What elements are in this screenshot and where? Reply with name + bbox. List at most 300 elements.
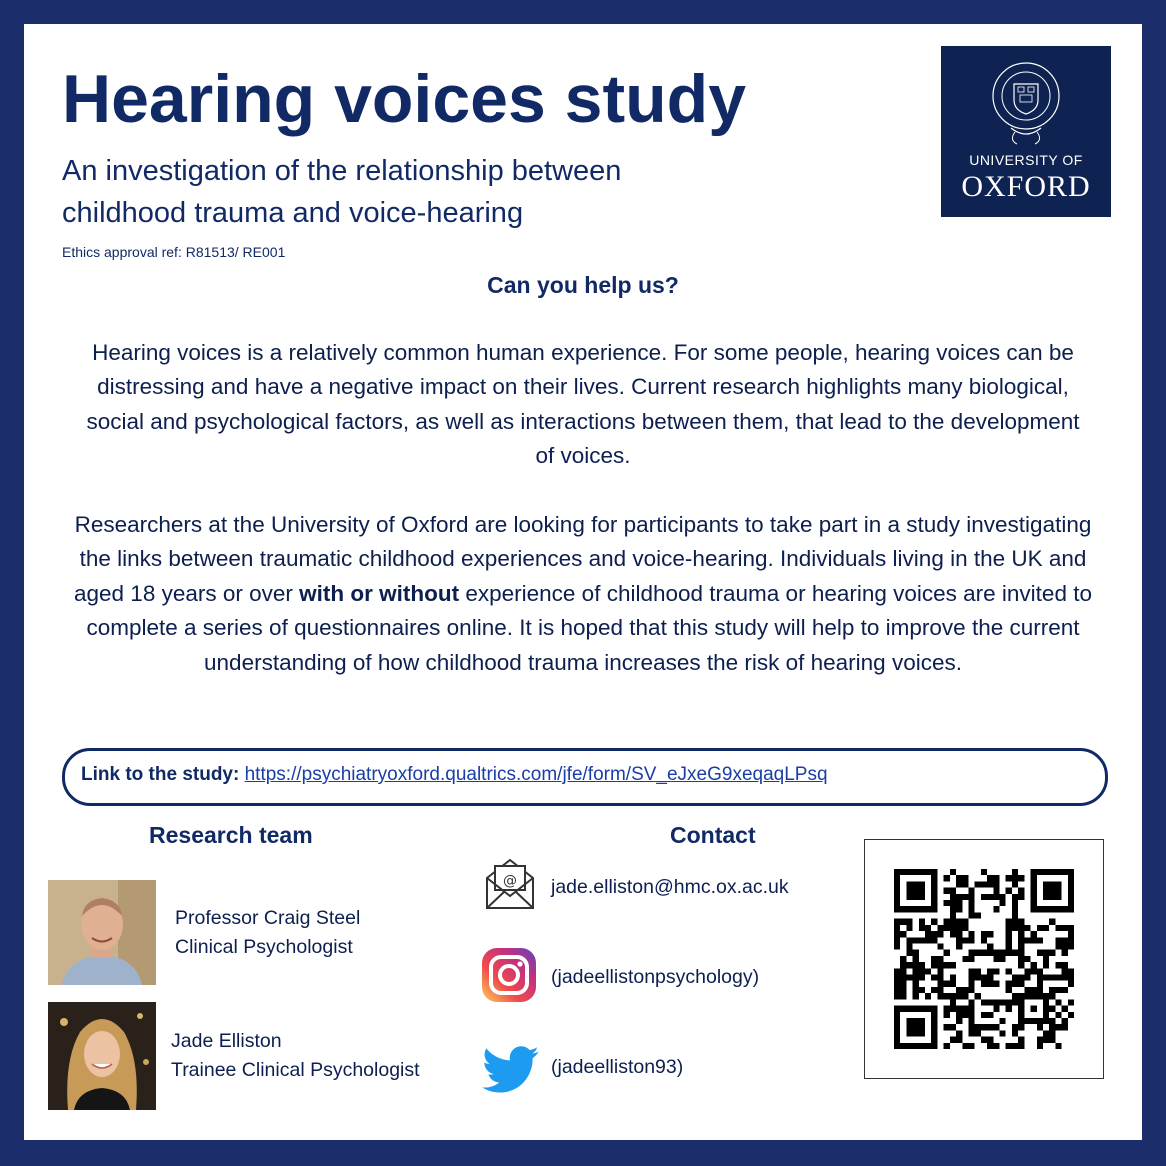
qr-module xyxy=(1018,1043,1024,1049)
qr-module xyxy=(1062,1018,1068,1024)
subtitle-line-1: An investigation of the relationship between xyxy=(62,155,622,187)
qr-module xyxy=(919,937,925,943)
qr-module xyxy=(944,993,950,999)
svg-text:@: @ xyxy=(503,873,517,889)
qr-module xyxy=(1055,925,1061,931)
qr-module xyxy=(1012,999,1018,1005)
qr-module xyxy=(981,931,987,937)
qr-module xyxy=(1062,937,1068,943)
qr-module xyxy=(962,919,968,925)
qr-module xyxy=(962,925,968,931)
qr-module xyxy=(987,981,993,987)
qr-module xyxy=(987,1043,993,1049)
qr-module xyxy=(1018,925,1024,931)
contact-email[interactable]: jade.elliston@hmc.ox.ac.uk xyxy=(551,876,789,898)
member-1-name: Professor Craig Steel xyxy=(175,907,361,929)
qr-module xyxy=(913,987,919,993)
qr-module xyxy=(937,931,943,937)
qr-module xyxy=(950,975,956,981)
qr-module xyxy=(1055,1043,1061,1049)
qr-module xyxy=(950,1037,956,1043)
qr-module xyxy=(1018,981,1024,987)
qr-module xyxy=(1012,993,1018,999)
qr-module xyxy=(987,931,993,937)
qr-module xyxy=(1018,950,1024,956)
qr-module xyxy=(975,1030,981,1036)
qr-module xyxy=(956,1030,962,1036)
qr-module xyxy=(987,968,993,974)
qr-module xyxy=(968,956,974,962)
qr-module xyxy=(1049,1024,1055,1030)
jade-elliston-photo xyxy=(48,1002,156,1110)
qr-module xyxy=(900,931,906,937)
qr-module xyxy=(950,912,956,918)
qr-module xyxy=(894,987,900,993)
qr-module xyxy=(987,894,993,900)
qr-module xyxy=(987,881,993,887)
qr-module xyxy=(1006,987,1012,993)
qr-module xyxy=(981,869,987,875)
qr-module xyxy=(968,912,974,918)
qr-module xyxy=(944,1012,950,1018)
qr-module xyxy=(1000,956,1006,962)
qr-module xyxy=(1012,1024,1018,1030)
contact-instagram[interactable]: (jadeellistonpsychology) xyxy=(551,966,760,988)
qr-module xyxy=(944,925,950,931)
qr-module xyxy=(968,1018,974,1024)
qr-module xyxy=(987,999,993,1005)
qr-module xyxy=(962,1043,968,1049)
qr-module xyxy=(925,993,931,999)
qr-module xyxy=(894,993,900,999)
qr-module xyxy=(913,937,919,943)
qr-module xyxy=(1012,869,1018,875)
qr-module xyxy=(962,875,968,881)
qr-module xyxy=(900,993,906,999)
qr-module xyxy=(925,968,931,974)
qr-module xyxy=(944,950,950,956)
qr-module xyxy=(1062,962,1068,968)
craig-steel-photo xyxy=(48,880,156,985)
qr-code[interactable] xyxy=(894,869,1074,1049)
qr-module xyxy=(1006,1043,1012,1049)
qr-module xyxy=(956,875,962,881)
qr-module xyxy=(906,950,912,956)
qr-module xyxy=(968,981,974,987)
qr-module xyxy=(956,900,962,906)
qr-module xyxy=(1049,1018,1055,1024)
qr-module xyxy=(906,881,925,900)
qr-module xyxy=(1043,962,1049,968)
qr-module xyxy=(987,1012,993,1018)
qr-module xyxy=(913,956,919,962)
qr-module xyxy=(981,950,987,956)
qr-module xyxy=(956,894,962,900)
qr-module xyxy=(900,968,906,974)
qr-module xyxy=(950,900,956,906)
qr-module xyxy=(1000,894,1006,900)
qr-module xyxy=(1031,987,1037,993)
qr-module xyxy=(968,1030,974,1036)
qr-module xyxy=(1018,962,1024,968)
qr-module xyxy=(956,906,962,912)
qr-module xyxy=(993,888,999,894)
qr-module xyxy=(987,875,993,881)
qr-module xyxy=(1049,1037,1055,1043)
qr-module xyxy=(937,962,943,968)
qr-module xyxy=(1037,968,1043,974)
qr-module xyxy=(906,1018,925,1037)
qr-module xyxy=(981,1012,987,1018)
qr-module xyxy=(1000,999,1006,1005)
qr-module xyxy=(1037,937,1043,943)
qr-module xyxy=(937,943,943,949)
qr-module xyxy=(1006,937,1012,943)
qr-code-frame[interactable] xyxy=(864,839,1104,1079)
qr-module xyxy=(1018,937,1024,943)
qr-module xyxy=(968,1024,974,1030)
qr-module xyxy=(1024,968,1030,974)
qr-module xyxy=(956,1018,962,1024)
qr-module xyxy=(1068,999,1074,1005)
qr-module xyxy=(1012,981,1018,987)
qr-module xyxy=(1024,937,1030,943)
qr-module xyxy=(906,962,912,968)
instagram-icon[interactable] xyxy=(480,946,538,1004)
qr-module xyxy=(981,881,987,887)
qr-module xyxy=(1043,1037,1049,1043)
qr-module xyxy=(1018,888,1024,894)
recruitment-text-1: Researchers at the University of Oxford are looking for participants to take part in a study investigating the links between traumatic childhood experiences and voice-hearing. Individuals living in the UK and aged 18 years or over xyxy=(74,512,1092,606)
qr-module xyxy=(1018,956,1024,962)
qr-module xyxy=(931,956,937,962)
qr-module xyxy=(1006,919,1012,925)
qr-module xyxy=(1037,975,1043,981)
qr-module xyxy=(1031,962,1037,968)
qr-module xyxy=(1012,900,1018,906)
qr-module xyxy=(1037,1037,1043,1043)
qr-module xyxy=(1018,1037,1024,1043)
qr-module xyxy=(956,931,962,937)
qr-module xyxy=(1062,950,1068,956)
qr-module xyxy=(1012,875,1018,881)
qr-module xyxy=(1000,900,1006,906)
qr-module xyxy=(937,993,943,999)
qr-module xyxy=(962,937,968,943)
qr-module xyxy=(913,975,919,981)
qr-module xyxy=(1024,975,1030,981)
qr-module xyxy=(981,1037,987,1043)
poster-subtitle xyxy=(62,150,822,234)
qr-module xyxy=(919,919,925,925)
qr-module xyxy=(1018,931,1024,937)
qr-module xyxy=(1068,968,1074,974)
qr-module xyxy=(1068,931,1074,937)
qr-module xyxy=(1031,1006,1037,1012)
qr-module xyxy=(968,999,974,1005)
poster-card xyxy=(24,24,1142,1140)
qr-module xyxy=(993,1006,999,1012)
qr-module xyxy=(1012,919,1018,925)
qr-module xyxy=(913,968,919,974)
qr-module xyxy=(987,975,993,981)
qr-module xyxy=(1049,1030,1055,1036)
qr-module xyxy=(913,962,919,968)
qr-module xyxy=(937,925,943,931)
qr-module xyxy=(1055,1024,1061,1030)
qr-module xyxy=(981,937,987,943)
qr-module xyxy=(931,975,937,981)
qr-module xyxy=(1000,1018,1006,1024)
qr-module xyxy=(1037,981,1043,987)
qr-module xyxy=(1000,1030,1006,1036)
qr-module xyxy=(1031,937,1037,943)
qr-module xyxy=(913,950,919,956)
recruitment-text-2: experience of childhood trauma or hearing voices are invited to complete a series of questionnaires online. It is hoped that this study will help to improve the current understanding of how childhood trauma increases the risk of hearing voices. xyxy=(86,580,1092,675)
qr-module xyxy=(1037,925,1043,931)
research-team-heading: Research team xyxy=(149,822,313,848)
contact-heading: Contact xyxy=(670,822,756,848)
qr-module xyxy=(944,981,950,987)
qr-module xyxy=(931,937,937,943)
qr-module xyxy=(950,1006,956,1012)
qr-module xyxy=(950,962,956,968)
qr-module xyxy=(975,912,981,918)
qr-module xyxy=(950,931,956,937)
qr-module xyxy=(925,925,931,931)
oxford-logo xyxy=(941,46,1111,217)
qr-module xyxy=(1012,912,1018,918)
qr-module xyxy=(1018,1024,1024,1030)
qr-module xyxy=(1012,1043,1018,1049)
qr-module xyxy=(956,1037,962,1043)
qr-module xyxy=(1068,981,1074,987)
qr-module xyxy=(906,919,912,925)
qr-module xyxy=(906,937,912,943)
qr-module xyxy=(944,900,950,906)
qr-module xyxy=(1055,1012,1061,1018)
qr-module xyxy=(993,981,999,987)
qr-module xyxy=(894,975,900,981)
qr-module xyxy=(931,962,937,968)
qr-module xyxy=(1043,925,1049,931)
qr-module xyxy=(925,937,931,943)
qr-module xyxy=(944,1043,950,1049)
qr-module xyxy=(987,1037,993,1043)
qr-module xyxy=(1018,875,1024,881)
member-1-role: Clinical Psychologist xyxy=(175,935,353,958)
qr-module xyxy=(900,962,906,968)
qr-module xyxy=(993,881,999,887)
poster-title: Hearing voices study xyxy=(62,61,747,137)
qr-module xyxy=(1049,975,1055,981)
qr-module xyxy=(968,987,974,993)
qr-module xyxy=(894,925,900,931)
qr-module xyxy=(1068,925,1074,931)
qr-module xyxy=(950,906,956,912)
qr-module xyxy=(944,888,950,894)
qr-module xyxy=(956,1006,962,1012)
qr-module xyxy=(1024,987,1030,993)
qr-module xyxy=(1049,1006,1055,1012)
member-2-name: Jade Elliston xyxy=(171,1030,282,1052)
qr-module xyxy=(975,975,981,981)
qr-module xyxy=(968,937,974,943)
qr-module xyxy=(937,987,943,993)
qr-module xyxy=(1024,925,1030,931)
qr-module xyxy=(1055,962,1061,968)
qr-module xyxy=(956,987,962,993)
qr-module xyxy=(968,906,974,912)
member-2-text xyxy=(171,1027,420,1084)
qr-module xyxy=(900,919,906,925)
qr-module xyxy=(1018,919,1024,925)
twitter-icon[interactable] xyxy=(482,1046,540,1094)
qr-module xyxy=(1049,950,1055,956)
qr-module xyxy=(919,962,925,968)
qr-module xyxy=(1006,968,1012,974)
study-link-url[interactable]: https://psychiatryoxford.qualtrics.com/jfe/form/SV_eJxeG9xeqaqLPsq xyxy=(244,764,828,785)
qr-module xyxy=(962,881,968,887)
qr-module xyxy=(1062,975,1068,981)
qr-module xyxy=(937,968,943,974)
qr-module xyxy=(956,943,962,949)
study-link-label: Link to the study: xyxy=(81,764,245,785)
qr-module xyxy=(962,987,968,993)
member-2-role: Trainee Clinical Psychologist xyxy=(171,1058,420,1081)
qr-module xyxy=(962,1012,968,1018)
qr-module xyxy=(975,950,981,956)
qr-module xyxy=(1068,975,1074,981)
qr-module xyxy=(956,993,962,999)
qr-module xyxy=(919,968,925,974)
qr-module xyxy=(962,993,968,999)
qr-module xyxy=(993,875,999,881)
qr-module xyxy=(950,1024,956,1030)
qr-module xyxy=(1012,1030,1018,1036)
qr-module xyxy=(962,894,968,900)
qr-module xyxy=(906,943,912,949)
qr-module xyxy=(968,1006,974,1012)
qr-module xyxy=(981,981,987,987)
qr-module xyxy=(1006,999,1012,1005)
qr-module xyxy=(937,981,943,987)
qr-module xyxy=(981,1024,987,1030)
qr-module xyxy=(944,962,950,968)
qr-module xyxy=(944,875,950,881)
qr-module xyxy=(1043,975,1049,981)
qr-module xyxy=(981,999,987,1005)
qr-module xyxy=(1018,894,1024,900)
qr-module xyxy=(1043,1030,1049,1036)
qr-module xyxy=(1012,906,1018,912)
qr-module xyxy=(1006,888,1012,894)
qr-module xyxy=(1037,1043,1043,1049)
contact-twitter[interactable]: (jadeelliston93) xyxy=(551,1056,684,1078)
qr-module xyxy=(1055,937,1061,943)
qr-module xyxy=(1018,943,1024,949)
qr-module xyxy=(894,968,900,974)
qr-module xyxy=(1062,987,1068,993)
qr-module xyxy=(993,1024,999,1030)
qr-module xyxy=(1055,943,1061,949)
qr-module xyxy=(944,1006,950,1012)
qr-module xyxy=(956,937,962,943)
member-1-text xyxy=(175,904,360,961)
qr-module xyxy=(950,894,956,900)
qr-module xyxy=(1006,931,1012,937)
qr-module xyxy=(975,1024,981,1030)
qr-module xyxy=(919,987,925,993)
qr-module xyxy=(1055,975,1061,981)
qr-module xyxy=(1024,956,1030,962)
qr-module xyxy=(975,881,981,887)
qr-module xyxy=(1006,950,1012,956)
qr-module xyxy=(993,999,999,1005)
qr-module xyxy=(906,925,912,931)
qr-module xyxy=(1012,894,1018,900)
qr-module xyxy=(1062,968,1068,974)
qr-module xyxy=(1012,950,1018,956)
qr-module xyxy=(1068,1012,1074,1018)
qr-module xyxy=(913,993,919,999)
qr-module xyxy=(937,975,943,981)
qr-module xyxy=(944,919,950,925)
qr-module xyxy=(950,925,956,931)
qr-module xyxy=(968,900,974,906)
qr-module xyxy=(894,937,900,943)
qr-module xyxy=(1043,956,1049,962)
qr-module xyxy=(968,968,974,974)
qr-module xyxy=(993,956,999,962)
qr-module xyxy=(950,888,956,894)
qr-module xyxy=(987,1024,993,1030)
qr-module xyxy=(1043,881,1062,900)
qr-module xyxy=(1062,1006,1068,1012)
qr-module xyxy=(993,894,999,900)
qr-module xyxy=(950,999,956,1005)
qr-module xyxy=(894,943,900,949)
qr-module xyxy=(1012,925,1018,931)
qr-module xyxy=(1055,987,1061,993)
qr-module xyxy=(1037,1024,1043,1030)
qr-module xyxy=(1031,931,1037,937)
qr-module xyxy=(950,993,956,999)
qr-module xyxy=(931,919,937,925)
qr-module xyxy=(956,881,962,887)
ethics-reference: Ethics approval ref: R81513/ RE001 xyxy=(62,244,286,260)
qr-module xyxy=(975,968,981,974)
qr-module xyxy=(950,919,956,925)
email-icon xyxy=(484,854,536,910)
qr-module xyxy=(956,1012,962,1018)
qr-module xyxy=(987,943,993,949)
qr-module xyxy=(1006,875,1012,881)
qr-module xyxy=(1037,987,1043,993)
qr-module xyxy=(1062,925,1068,931)
qr-module xyxy=(1062,1024,1068,1030)
qr-module xyxy=(968,975,974,981)
qr-module xyxy=(1068,943,1074,949)
logo-university-of: UNIVERSITY OF xyxy=(969,152,1083,168)
qr-module xyxy=(968,894,974,900)
intro-paragraph: Hearing voices is a relatively common human experience. For some people, hearing voices can be distressing and have a negative impact on their lives. Current research highlights many biological, social and psychological factors, as well as interactions between them, that lead to the development of voices. xyxy=(86,340,1080,469)
qr-module xyxy=(919,975,925,981)
qr-module xyxy=(956,925,962,931)
qr-module xyxy=(931,931,937,937)
qr-module xyxy=(925,931,931,937)
qr-module xyxy=(1012,881,1018,887)
